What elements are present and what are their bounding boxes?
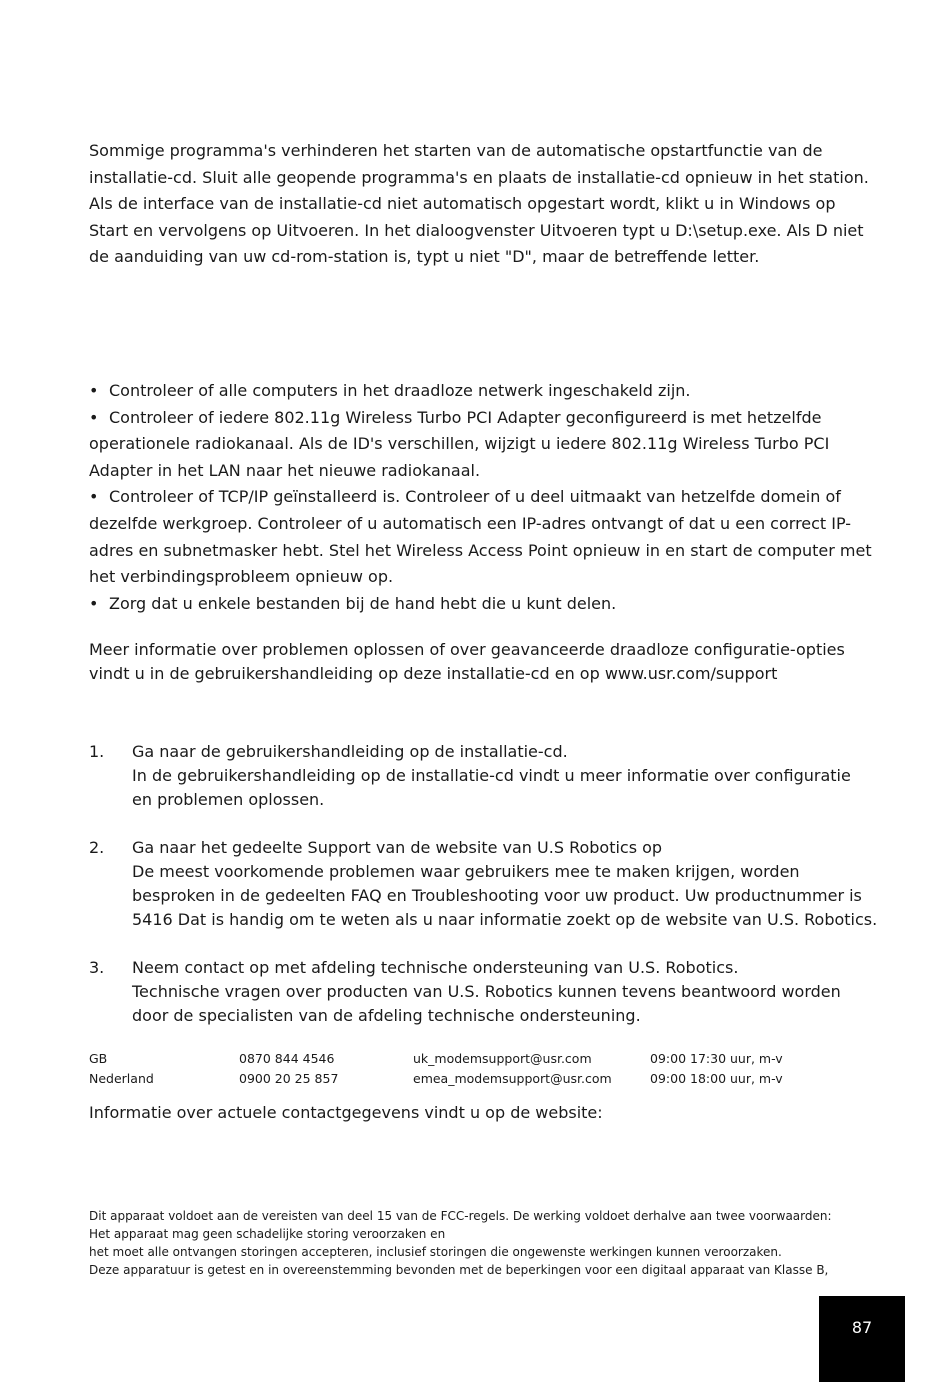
intro-paragraph: [89, 138, 879, 271]
fcc-line: Dit apparaat voldoet aan de vereisten van deel 15 van de FCC-regels. De werking voldoet derhalve aan twee voorwaarden:: [89, 1209, 832, 1223]
contact-country: Nederland: [89, 1070, 154, 1086]
intro-line: installatie-cd. Sluit alle geopende programma's en plaats de installatie-cd opnieuw in het station.: [89, 167, 869, 187]
contact-hours: 09:00 17:30 uur, m-v: [650, 1051, 783, 1066]
fcc-statement: [89, 1207, 869, 1279]
step-line: en problemen oplossen.: [132, 790, 325, 809]
checklist-line: adres en subnetmasker hebt. Stel het Wireless Access Point opnieuw in en start de computer met: [89, 540, 872, 560]
contact-country: GB: [89, 1051, 108, 1066]
contact-table: [89, 1049, 809, 1088]
step-line: 5416 Dat is handig om te weten als u naar informatie zoekt op de website van U.S. Robotics.: [132, 910, 878, 929]
checklist-text: Controleer of alle computers in het draadloze netwerk ingeschakeld zijn.: [109, 381, 691, 400]
step-line: In de gebruikershandleiding op de installatie-cd vindt u meer informatie over configuratie: [132, 766, 851, 785]
more-info-paragraph: [89, 638, 879, 686]
intro-line: Sommige programma's verhinderen het starten van de automatische opstartfunctie van de: [89, 141, 823, 160]
fcc-line: het moet alle ontvangen storingen accepteren, inclusief storingen die ongewenste werkingen kunnen veroorzaken.: [89, 1245, 782, 1259]
checklist-text: Controleer of iedere 802.11g Wireless Turbo PCI Adapter geconfigureerd is met hetzelfde: [109, 407, 822, 427]
bullet-icon: •: [89, 593, 99, 613]
step-line: Technische vragen over producten van U.S. Robotics kunnen tevens beantwoord worden: [132, 982, 841, 1001]
contact-phone: 0870 844 4546: [239, 1051, 335, 1066]
checklist-line: [89, 591, 879, 618]
checklist-text: Controleer of TCP/IP geïnstalleerd is. Controleer of u deel uitmaakt van hetzelfde domein of: [109, 487, 841, 507]
more-info-line: vindt u in de gebruikershandleiding op deze installatie-cd en op www.usr.com/support: [89, 664, 778, 683]
contact-email: uk_modemsupport@usr.com: [413, 1051, 592, 1066]
checklist-line: operationele radiokanaal. Als de ID's verschillen, wijzigt u iedere 802.11g Wireless Turbo PCI: [89, 434, 830, 454]
fcc-line: Deze apparatuur is getest en in overeenstemming bevonden met de beperkingen voor een digitaal apparaat van Klasse B,: [89, 1263, 829, 1277]
step-number: 2.: [89, 838, 105, 857]
bullet-icon: •: [89, 407, 99, 427]
contact-row: [89, 1069, 809, 1089]
page-number: 87: [851, 1318, 873, 1337]
step-number: 1.: [89, 742, 105, 761]
intro-line: Als de interface van de installatie-cd niet automatisch opgestart wordt, klikt u in Windows op: [89, 194, 836, 213]
step-line: Ga naar de gebruikershandleiding op de installatie-cd.: [132, 742, 568, 761]
contact-row: [89, 1049, 809, 1069]
intro-line: Start en vervolgens op Uitvoeren. In het dialoogvenster Uitvoeren typt u D:\setup.exe. Als D niet: [89, 220, 864, 240]
checklist-line: Adapter in het LAN naar het nieuwe radiokanaal.: [89, 460, 481, 480]
checklist-text: Zorg dat u enkele bestanden bij de hand hebt die u kunt delen.: [109, 593, 617, 613]
step-line: De meest voorkomende problemen waar gebruikers mee te maken krijgen, worden: [132, 862, 800, 881]
checklist: [89, 378, 879, 617]
more-info-line: Meer informatie over problemen oplossen of over geavanceerde draadloze configuratie-opties: [89, 640, 845, 659]
contact-phone: 0900 20 25 857: [239, 1070, 339, 1086]
step-line: Ga naar het gedeelte Support van de website van U.S Robotics op: [132, 838, 663, 857]
bullet-icon: •: [89, 381, 99, 400]
step-line: Neem contact op met afdeling technische ondersteuning van U.S. Robotics.: [132, 958, 739, 977]
checklist-line: dezelfde werkgroep. Controleer of u automatisch een IP-adres ontvangt of dat u een correct IP-: [89, 513, 852, 533]
intro-line: de aanduiding van uw cd-rom-station is, typt u niet "D", maar de betreffende letter.: [89, 247, 760, 266]
page-number-box: [819, 1296, 905, 1382]
checklist-line: het verbindingsprobleem opnieuw op.: [89, 567, 394, 587]
contact-email: emea_modemsupport@usr.com: [413, 1070, 612, 1086]
checklist-line: [89, 405, 879, 432]
checklist-line: [89, 378, 879, 405]
website-note: [89, 1100, 879, 1127]
fcc-line: Het apparaat mag geen schadelijke storing veroorzaken en: [89, 1227, 446, 1241]
contact-hours: 09:00 18:00 uur, m-v: [650, 1070, 783, 1086]
bullet-icon: •: [89, 487, 99, 507]
checklist-line: [89, 484, 879, 511]
step-number: 3.: [89, 958, 105, 977]
step-line: door de specialisten van de afdeling technische ondersteuning.: [132, 1006, 641, 1025]
step-line: besproken in de gedeelten FAQ en Troubleshooting voor uw product. Uw productnummer is: [132, 886, 862, 905]
website-note-text: Informatie over actuele contactgegevens vindt u op de website:: [89, 1103, 603, 1122]
